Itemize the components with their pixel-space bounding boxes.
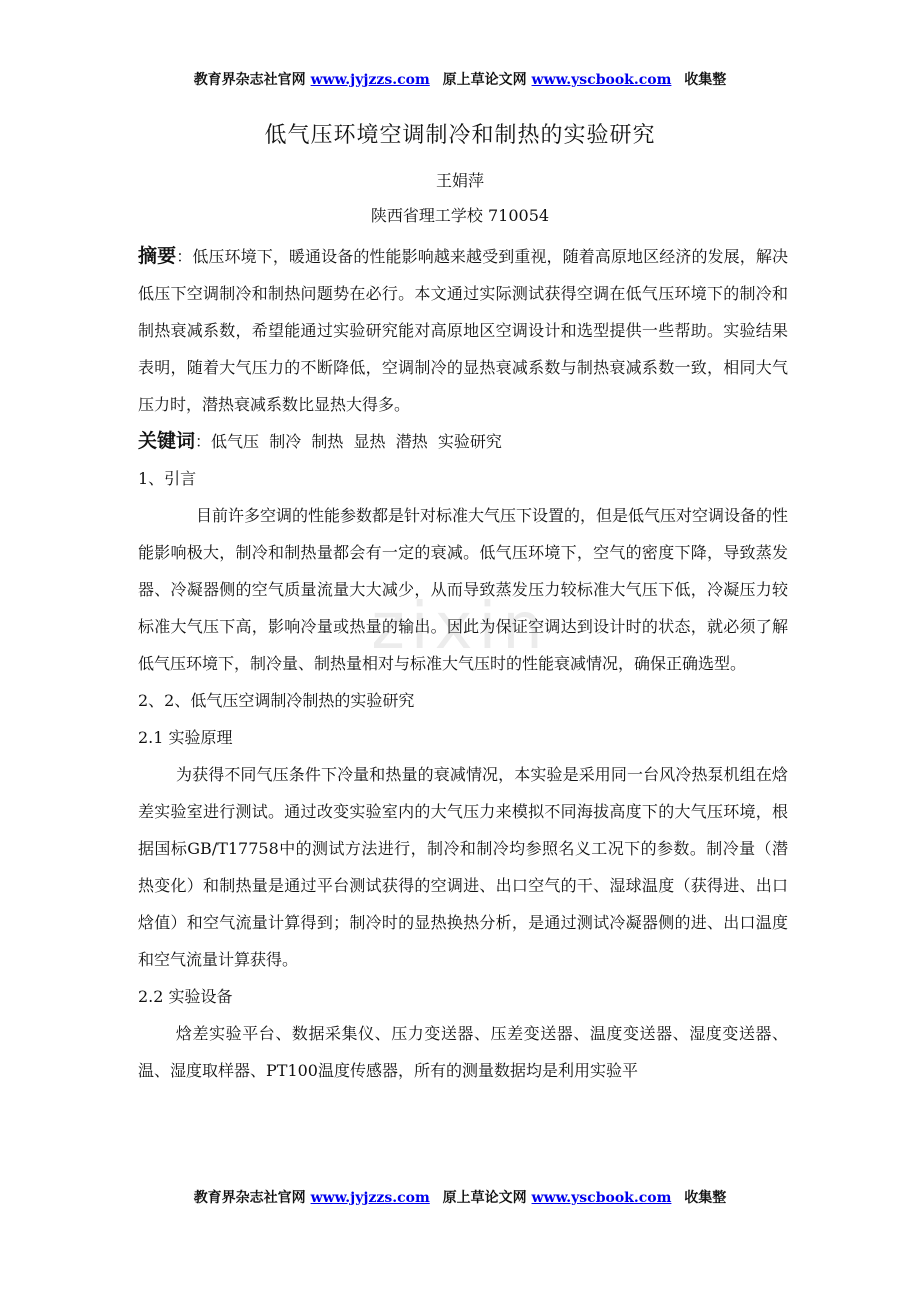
paper-body (138, 238, 788, 1089)
section-2-1-heading: 2.1 实验原理 (138, 728, 233, 747)
section-2-1-paragraph: 为获得不同气压条件下冷量和热量的衰减情况，本实验是采用同一台风冷热泵机组在焓差实验室进行测试。通过改变实验室内的大气压力来模拟不同海拔高度下的大气压环境，根据国标GB/T17758中的测试方法进行，制冷和制冷均参照名义工况下的参数。制冷量（潜热变化）和制热量是通过平台测试获得的空调进、出口空气的干、湿球温度（获得进、出口焓值）和空气流量计算得到；制冷时的显热换热分析，是通过测试冷凝器侧的进、出口温度和空气流量计算获得。 (138, 765, 788, 969)
section-2-heading: 2、2、低气压空调制冷制热的实验研究 (138, 691, 415, 710)
abstract-label: 摘要 (138, 245, 177, 267)
header-prefix: 教育界杂志社官网 (193, 72, 306, 88)
abstract-colon: ： (176, 247, 193, 266)
section-2-2-paragraph: 焓差实验平台、数据采集仪、压力变送器、压差变送器、温度变送器、湿度变送器、温、湿度取样器、PT100温度传感器，所有的测量数据均是利用实验平 (138, 1024, 788, 1080)
footer-suffix: 收集整 (684, 1190, 727, 1206)
abstract-text: 低压环境下，暖通设备的性能影响越来越受到重视，随着高原地区经济的发展，解决低压下空调制冷和制热问题势在必行。本文通过实际测试获得空调在低气压环境下的制冷和制热衰减系数，希望能通过实验研究能对高原地区空调设计和选型提供一些帮助。实验结果表明，随着大气压力的不断降低，空调制冷的显热衰减系数与制热衰减系数一致，相同大气压力时，潜热衰减系数比显热大得多。 (138, 247, 788, 414)
keywords-label: 关键词 (138, 430, 196, 452)
paper-title: 低气压环境空调制冷和制热的实验研究 (264, 123, 656, 148)
footer-link-jyjzzs[interactable]: www.jyjzzs.com (310, 1190, 430, 1206)
page-footer (0, 1187, 920, 1207)
footer-middle: 原上草论文网 (442, 1190, 527, 1206)
keywords (138, 423, 788, 460)
watermark: zixin (371, 590, 549, 664)
section-1-heading: 1、引言 (138, 469, 197, 488)
author-name: 王娟萍 (435, 171, 484, 190)
section-2-2-heading: 2.2 实验设备 (138, 987, 233, 1006)
header-link-yscbook[interactable]: www.yscbook.com (531, 72, 672, 88)
keywords-text: 低气压 制冷 制热 显热 潜热 实验研究 (211, 432, 502, 451)
author-affiliation: 陕西省理工学校 710054 (370, 206, 550, 225)
keywords-colon: ： (195, 432, 212, 451)
footer-link-yscbook[interactable]: www.yscbook.com (531, 1190, 672, 1206)
header-suffix: 收集整 (684, 72, 727, 88)
abstract (138, 238, 788, 423)
header-middle: 原上草论文网 (442, 72, 527, 88)
footer-prefix: 教育界杂志社官网 (193, 1190, 306, 1206)
section-1-paragraph: 目前许多空调的性能参数都是针对标准大气压下设置的，但是低气压对空调设备的性能影响极大，制冷和制热量都会有一定的衰减。低气压环境下，空气的密度下降，导致蒸发器、冷凝器侧的空气质量流量大大减少，从而导致蒸发压力较标准大气压下低，冷凝压力较标准大气压下高，影响冷量或热量的输出。因此为保证空调达到设计时的状态，就必须了解低气压环境下，制冷量、制热量相对与标准大气压时的性能衰减情况，确保正确选型。 (138, 506, 789, 673)
header-link-jyjzzs[interactable]: www.jyjzzs.com (310, 72, 430, 88)
page-header (0, 69, 920, 89)
